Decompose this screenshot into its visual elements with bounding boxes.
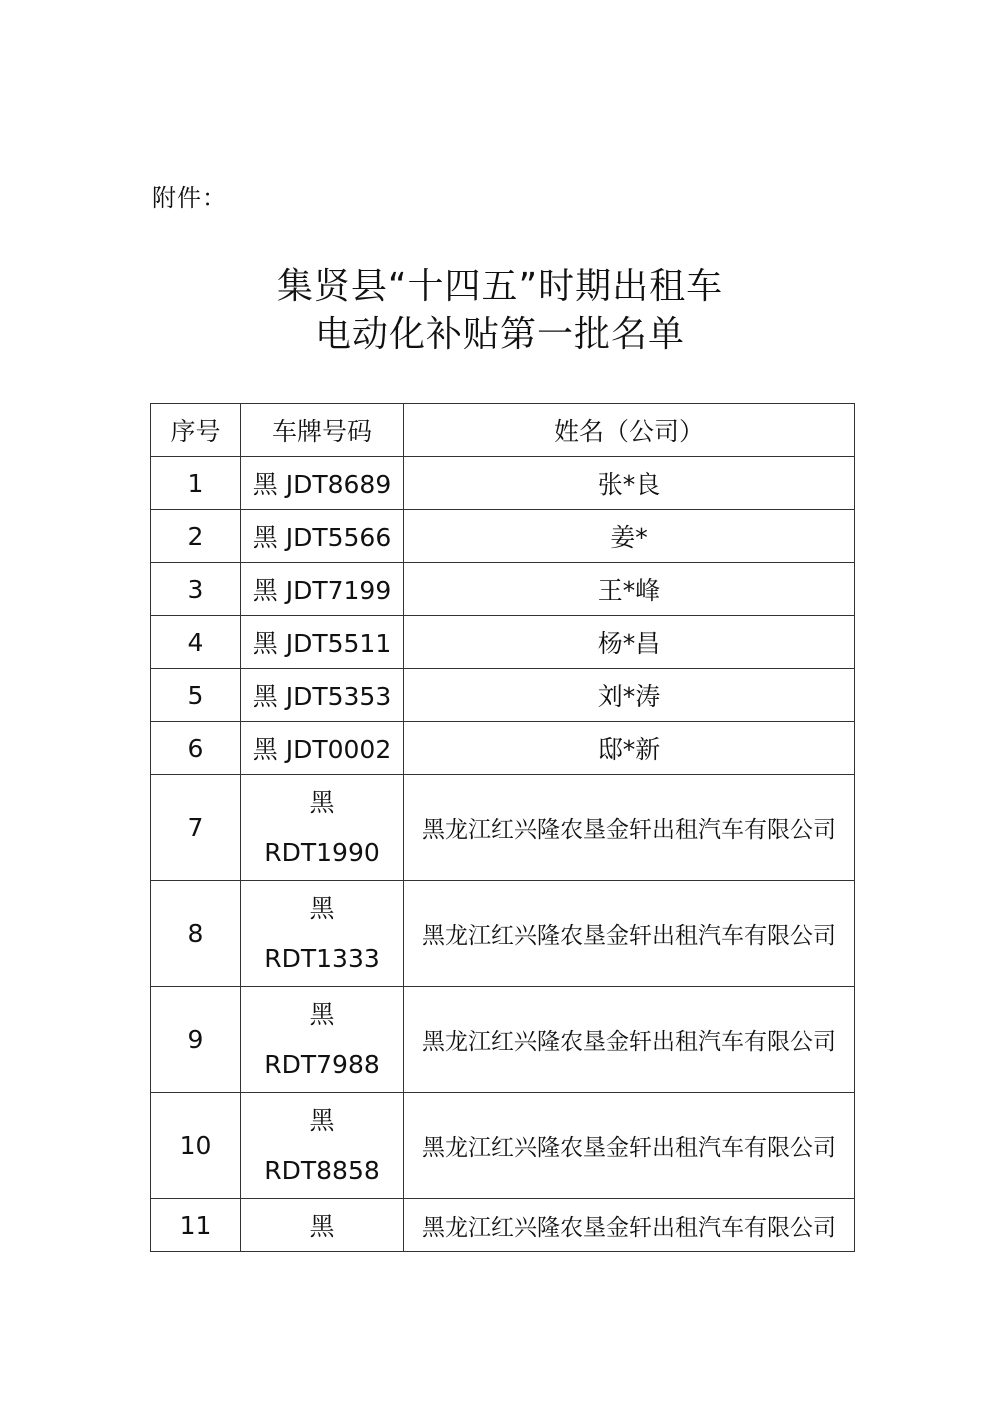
- plate-number: RDT7988: [264, 1049, 380, 1079]
- row-plate: 黑: [241, 1199, 404, 1252]
- row-index: 5: [151, 669, 241, 722]
- document-title-line-2: 电动化补贴第一批名单: [314, 314, 685, 355]
- plate-province: 黑: [309, 1105, 335, 1135]
- table-row: [151, 1093, 855, 1199]
- row-index: 7: [151, 775, 241, 881]
- table-row: [151, 1199, 855, 1252]
- row-plate: 黑 JDT0002: [241, 722, 404, 775]
- row-name: 姜*: [404, 510, 855, 563]
- row-index: 9: [151, 987, 241, 1093]
- table-row: [151, 510, 855, 563]
- row-name: 黑龙江红兴隆农垦金轩出租汽车有限公司: [404, 881, 855, 987]
- row-name: 杨*昌: [404, 616, 855, 669]
- row-plate: [241, 881, 404, 987]
- row-name: 刘*涛: [404, 669, 855, 722]
- plate-number: RDT1990: [264, 837, 380, 867]
- plate-number: RDT1333: [264, 943, 380, 973]
- table-row: [151, 987, 855, 1093]
- document-title-line-1: 集贤县“十四五”时期出租车: [276, 266, 724, 307]
- row-index: 2: [151, 510, 241, 563]
- row-name: 张*良: [404, 457, 855, 510]
- row-plate: 黑 JDT8689: [241, 457, 404, 510]
- table-row: [151, 722, 855, 775]
- row-plate: 黑 JDT5353: [241, 669, 404, 722]
- plate-province: 黑: [309, 999, 335, 1029]
- plate-number: RDT8858: [264, 1155, 380, 1185]
- row-name: 邸*新: [404, 722, 855, 775]
- row-index: 1: [151, 457, 241, 510]
- row-index: 6: [151, 722, 241, 775]
- row-name: 黑龙江红兴隆农垦金轩出租汽车有限公司: [404, 775, 855, 881]
- row-index: 4: [151, 616, 241, 669]
- row-index: 11: [151, 1199, 241, 1252]
- plate-province: 黑: [309, 787, 335, 817]
- row-plate: [241, 1093, 404, 1199]
- row-name: 黑龙江红兴隆农垦金轩出租汽车有限公司: [404, 987, 855, 1093]
- table-row: [151, 881, 855, 987]
- row-name: 黑龙江红兴隆农垦金轩出租汽车有限公司: [404, 1093, 855, 1199]
- attachment-label: 附件：: [152, 184, 227, 212]
- row-plate: [241, 987, 404, 1093]
- row-plate: 黑 JDT7199: [241, 563, 404, 616]
- subsidy-roster-table: [150, 403, 855, 1252]
- plate-province: 黑: [309, 893, 335, 923]
- row-index: 3: [151, 563, 241, 616]
- row-index: 10: [151, 1093, 241, 1199]
- header-name: 姓名（公司）: [404, 404, 855, 457]
- row-plate: 黑 JDT5511: [241, 616, 404, 669]
- table-row: [151, 457, 855, 510]
- row-plate: [241, 775, 404, 881]
- table-row: [151, 616, 855, 669]
- header-plate: 车牌号码: [241, 404, 404, 457]
- row-name: 王*峰: [404, 563, 855, 616]
- header-index: 序号: [151, 404, 241, 457]
- table-row: [151, 563, 855, 616]
- table-row: [151, 775, 855, 881]
- row-index: 8: [151, 881, 241, 987]
- row-plate: 黑 JDT5566: [241, 510, 404, 563]
- table-header-row: [151, 404, 855, 457]
- row-name: 黑龙江红兴隆农垦金轩出租汽车有限公司: [404, 1199, 855, 1252]
- table-row: [151, 669, 855, 722]
